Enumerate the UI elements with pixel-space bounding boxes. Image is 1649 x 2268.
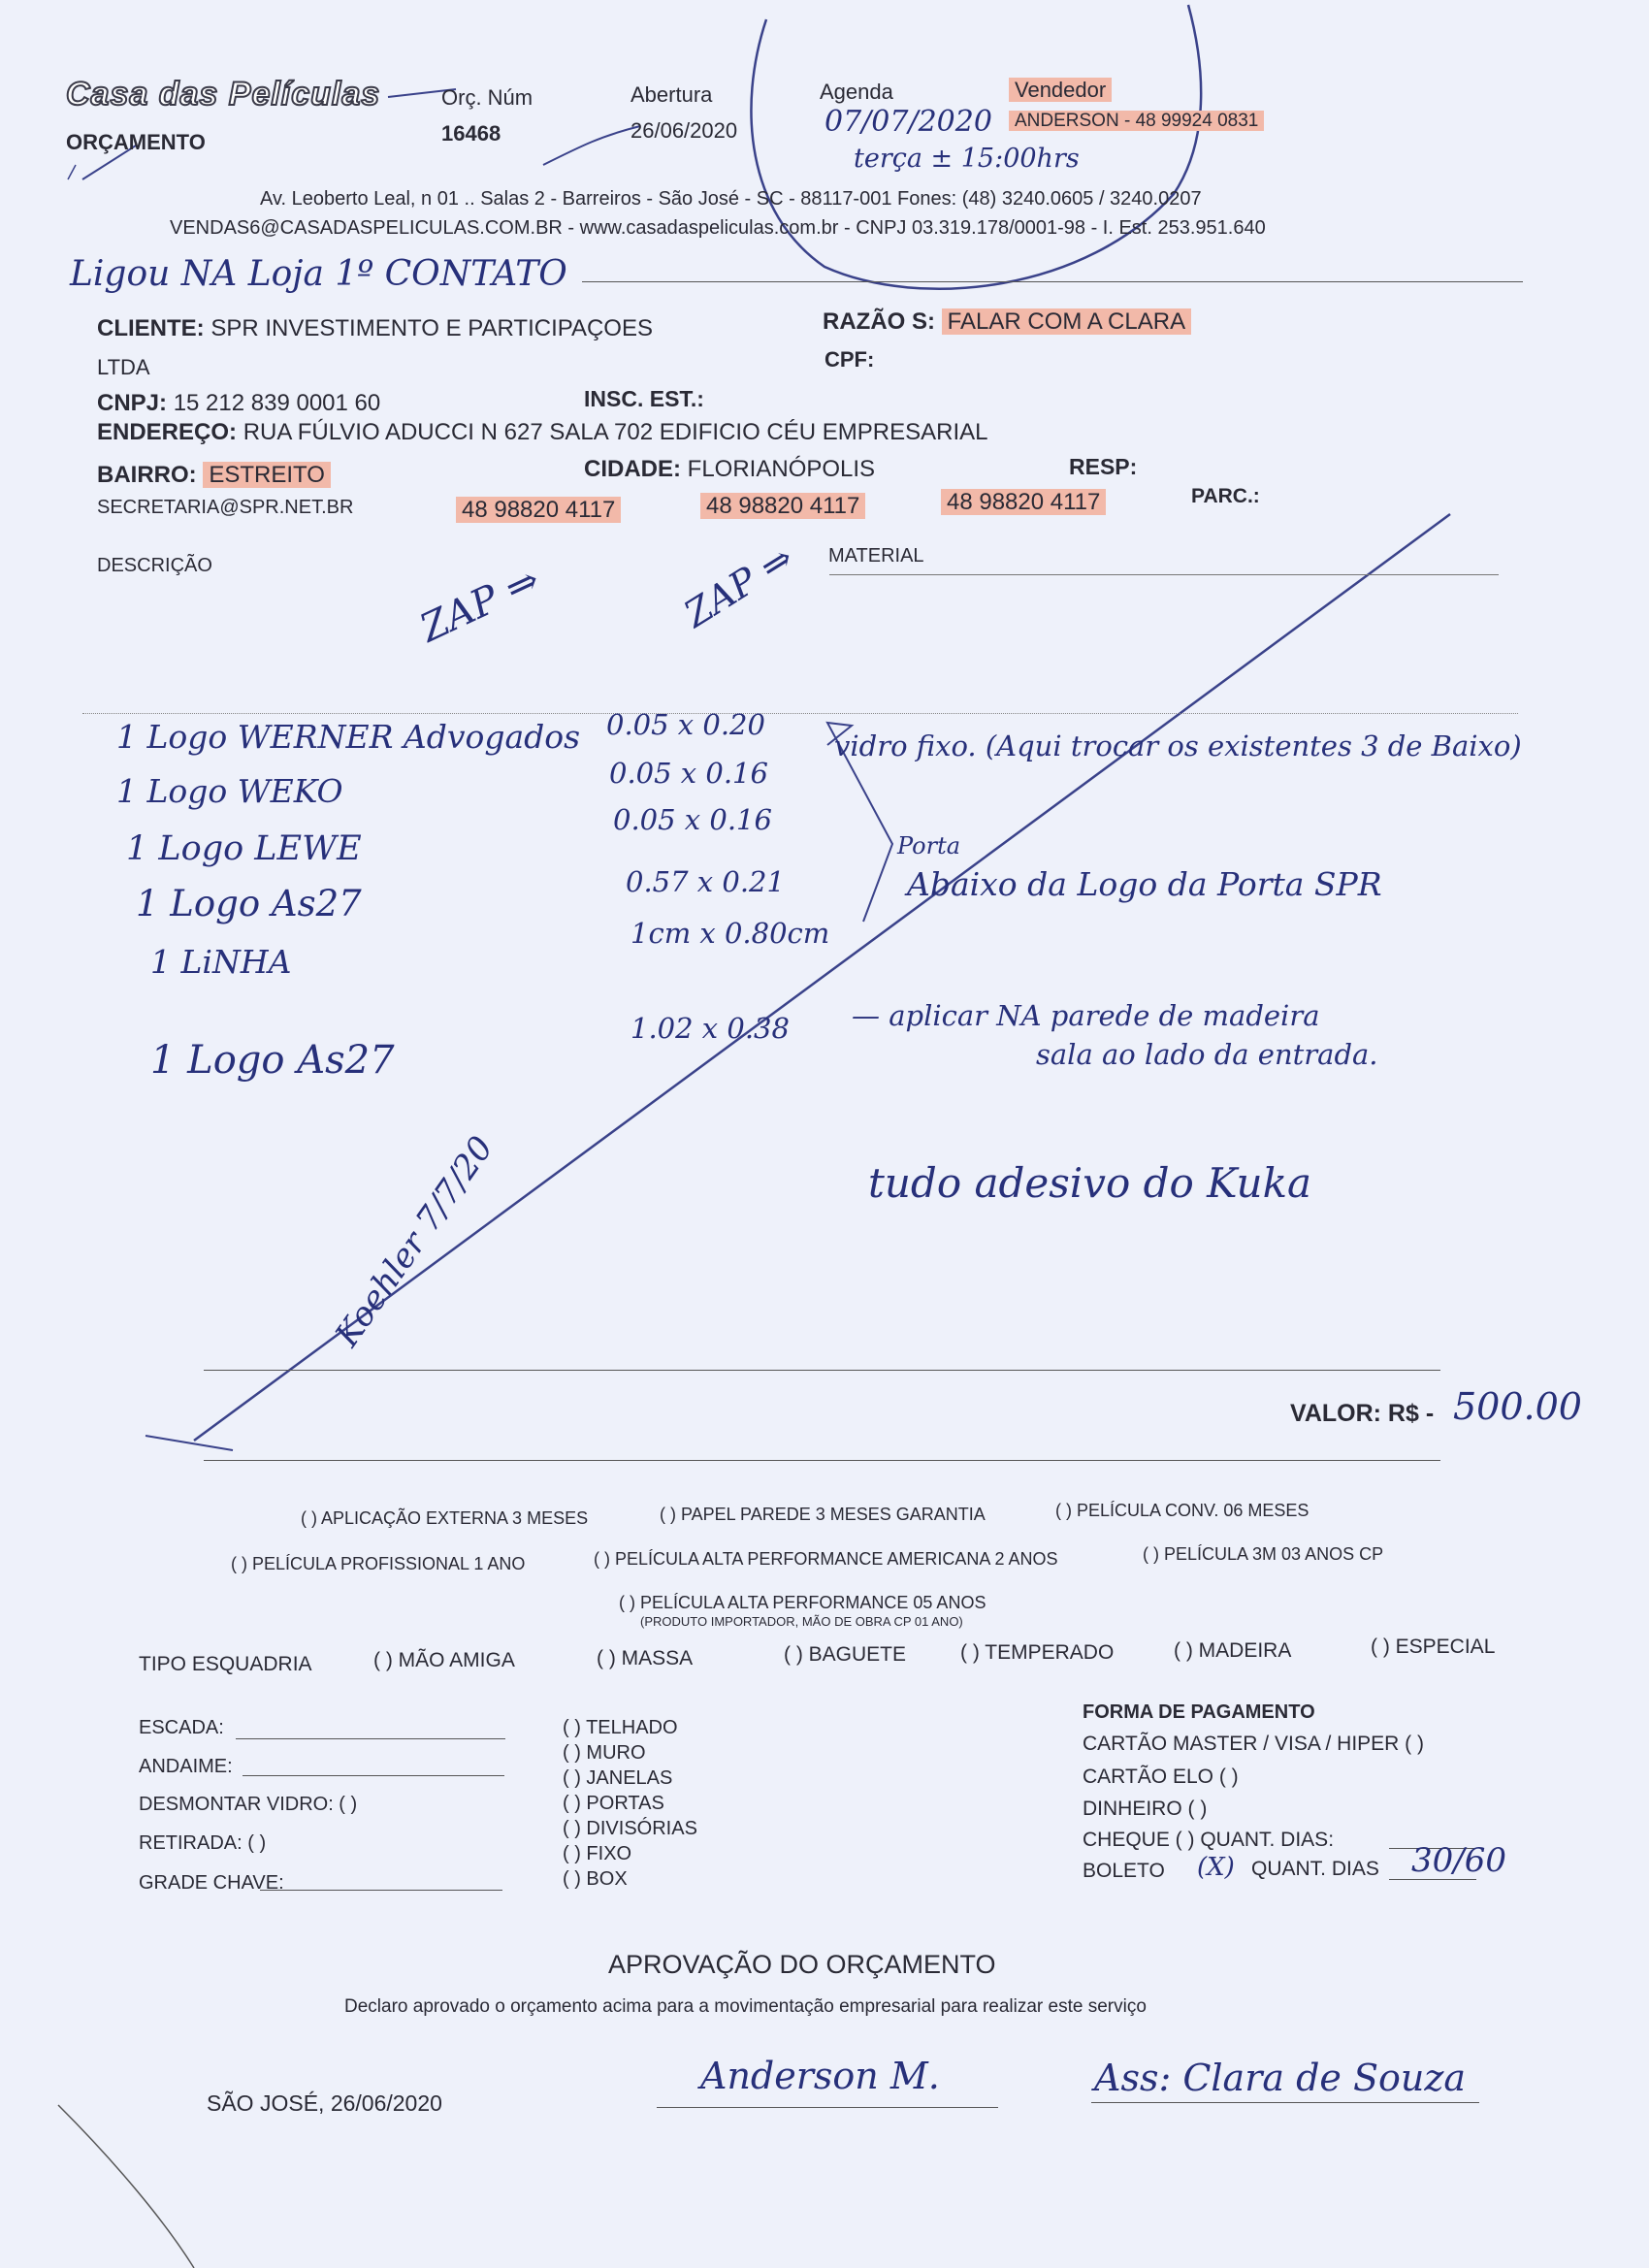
item-line-4: 1 Logo As27 <box>136 883 362 924</box>
option-aplicacao[interactable]: ( ) APLICAÇÃO EXTERNA 3 MESES <box>301 1508 589 1528</box>
company-logo: Casa das Películas <box>66 76 381 113</box>
item-line-5: 1 LiNHA <box>150 943 292 981</box>
contact-line: VENDAS6@CASADASPELICULAS.COM.BR - www.casadaspeliculas.com.br - CNPJ 03.319.178/0001-98 - I. Est. 253.951.640 <box>170 217 1266 239</box>
note-vidro: vidro fixo. (Aqui trocar os existentes 3 de Baixo) <box>834 729 1522 762</box>
endereco-label: ENDEREÇO: <box>97 419 238 445</box>
item-line-3: 1 Logo LEWE <box>126 829 362 868</box>
client-signature: Ass: Clara de Souza <box>1094 2057 1467 2099</box>
bairro-label: BAIRRO: <box>97 462 197 488</box>
cliente-value-2: LTDA <box>97 355 150 379</box>
vendedor-label: Vendedor <box>1009 78 1112 102</box>
pay-master[interactable]: CARTÃO MASTER / VISA / HIPER ( ) <box>1083 1733 1425 1755</box>
place-date: SÃO JOSÉ, 26/06/2020 <box>207 2090 442 2116</box>
check-divisorias[interactable]: ( ) DIVISÓRIAS <box>563 1818 697 1839</box>
corner-fold <box>58 2105 194 2268</box>
endereco-value: RUA FÚLVIO ADUCCI N 627 SALA 702 EDIFICIO CÉU EMPRESARIAL <box>242 419 988 445</box>
abertura-label: Abertura <box>630 82 713 107</box>
cidade-label: CIDADE: <box>584 456 681 482</box>
check-box[interactable]: ( ) BOX <box>563 1868 628 1890</box>
measure-1: 0.05 x 0.20 <box>606 708 765 741</box>
option-alta-perf-5[interactable]: ( ) PELÍCULA ALTA PERFORMANCE 05 ANOS <box>619 1593 986 1612</box>
zap-note-1: ZAP ⇒ <box>413 557 547 652</box>
valor-value: 500.00 <box>1453 1385 1582 1428</box>
approval-title: APROVAÇÃO DO ORÇAMENTO <box>608 1950 996 1979</box>
vendedor-value: ANDERSON - 48 99924 0831 <box>1009 111 1264 131</box>
item-line-6: 1 Logo As27 <box>150 1038 395 1083</box>
esquadria-madeira[interactable]: ( ) MADEIRA <box>1174 1639 1292 1662</box>
note-parede-1: — aplicar NA parede de madeira <box>852 999 1320 1032</box>
check-portas[interactable]: ( ) PORTAS <box>563 1793 664 1814</box>
orc-number: 16468 <box>441 121 501 146</box>
escada-label: ESCADA: <box>139 1717 224 1738</box>
parc-label: PARC.: <box>1191 485 1260 507</box>
retirada[interactable]: RETIRADA: ( ) <box>139 1832 267 1854</box>
diagonal-tick <box>146 1436 233 1450</box>
pay-dinheiro[interactable]: DINHEIRO ( ) <box>1083 1798 1208 1820</box>
measure-5: 1cm x 0.80cm <box>630 917 830 950</box>
cnpj-value: 15 212 839 0001 60 <box>173 390 381 416</box>
note-parede-2: sala ao lado da entrada. <box>1036 1038 1378 1071</box>
desmontar-vidro[interactable]: DESMONTAR VIDRO: ( ) <box>139 1794 358 1815</box>
pay-elo[interactable]: CARTÃO ELO ( ) <box>1083 1766 1239 1788</box>
note-porta-label: Porta <box>897 832 961 859</box>
payment-title: FORMA DE PAGAMENTO <box>1083 1701 1315 1723</box>
esquadria-massa[interactable]: ( ) MASSA <box>597 1647 694 1669</box>
measure-6: 1.02 x 0.38 <box>630 1012 790 1045</box>
check-muro[interactable]: ( ) MURO <box>563 1742 646 1764</box>
check-telhado[interactable]: ( ) TELHADO <box>563 1717 678 1738</box>
note-adesivo: tudo adesivo do Kuka <box>868 1159 1312 1207</box>
option-alta-perf-2[interactable]: ( ) PELÍCULA ALTA PERFORMANCE AMERICANA 2 ANOS <box>594 1549 1058 1569</box>
option-pelicula-conv[interactable]: ( ) PELÍCULA CONV. 06 MESES <box>1055 1501 1310 1520</box>
doc-type: ORÇAMENTO <box>66 130 206 154</box>
razao-label: RAZÃO S: <box>823 308 935 335</box>
option-papel-parede[interactable]: ( ) PAPEL PAREDE 3 MESES GARANTIA <box>660 1505 986 1524</box>
esquadria-especial[interactable]: ( ) ESPECIAL <box>1371 1636 1496 1658</box>
address-line: Av. Leoberto Leal, n 01 .. Salas 2 - Barreiros - São José - SC - 88117-001 Fones: (48) 3240.0605 / 3240.0207 <box>260 188 1202 210</box>
first-contact-note: Ligou NA Loja 1º CONTATO <box>70 254 567 294</box>
phone-2: 48 98820 4117 <box>700 493 865 519</box>
cliente-label: CLIENTE: <box>97 315 205 341</box>
descricao-label: DESCRIÇÃO <box>97 555 212 576</box>
material-label: MATERIAL <box>828 545 924 567</box>
valor-label: VALOR: R$ - <box>1290 1400 1435 1427</box>
bairro-value: ESTREITO <box>203 462 331 488</box>
note-porta-text: Abaixo da Logo da Porta SPR <box>907 865 1382 903</box>
item-line-2: 1 Logo WEKO <box>116 772 343 810</box>
zap-note-2: ZAP ⇒ <box>676 535 801 636</box>
razao-value: FALAR COM A CLARA <box>942 308 1191 335</box>
resp-label: RESP: <box>1069 454 1138 479</box>
agenda-label: Agenda <box>820 80 893 104</box>
option-pelicula-prof[interactable]: ( ) PELÍCULA PROFISSIONAL 1 ANO <box>231 1554 526 1573</box>
cidade-value: FLORIANÓPOLIS <box>687 456 876 482</box>
measure-2: 0.05 x 0.16 <box>609 757 768 790</box>
option-3m[interactable]: ( ) PELÍCULA 3M 03 ANOS CP <box>1143 1544 1384 1564</box>
cliente-value: SPR INVESTIMENTO E PARTICIPAÇOES <box>210 315 653 341</box>
cpf-label: CPF: <box>824 347 875 372</box>
insc-label: INSC. EST.: <box>584 386 704 411</box>
email-value: SECRETARIA@SPR.NET.BR <box>97 497 354 518</box>
phone-1: 48 98820 4117 <box>456 497 621 523</box>
andaime-label: ANDAIME: <box>139 1756 233 1777</box>
grade-chave-label: GRADE CHAVE: <box>139 1872 284 1894</box>
pay-boleto-dias-label: QUANT. DIAS <box>1251 1858 1379 1880</box>
option-alta-perf-5-sub: (PRODUTO IMPORTADOR, MÃO DE OBRA CP 01 ANO) <box>640 1614 963 1629</box>
boleto-check-mark[interactable]: (X) <box>1197 1853 1235 1882</box>
orc-label: Orç. Núm <box>441 85 534 110</box>
phone-3: 48 98820 4117 <box>941 489 1106 515</box>
check-janelas[interactable]: ( ) JANELAS <box>563 1767 673 1789</box>
measure-3: 0.05 x 0.16 <box>613 803 772 836</box>
esquadria-baguete[interactable]: ( ) BAGUETE <box>784 1643 907 1666</box>
pay-boleto[interactable]: BOLETO <box>1083 1860 1165 1882</box>
esquadria-label: TIPO ESQUADRIA <box>139 1653 312 1675</box>
pay-cheque[interactable]: CHEQUE ( ) QUANT. DIAS: <box>1083 1829 1335 1851</box>
pay-boleto-dias-value: 30/60 <box>1411 1841 1506 1880</box>
diagonal-signature: Koehler 7/7/20 <box>327 1129 501 1354</box>
cnpj-label: CNPJ: <box>97 390 168 416</box>
abertura-tick <box>543 126 640 165</box>
esquadria-mao-amiga[interactable]: ( ) MÃO AMIGA <box>373 1649 515 1671</box>
approval-text: Declaro aprovado o orçamento acima para a movimentação empresarial para realizar este serviço <box>344 1996 1147 2017</box>
check-fixo[interactable]: ( ) FIXO <box>563 1843 632 1864</box>
abertura-date: 26/06/2020 <box>630 118 738 143</box>
agenda-time-hand: terça ± 15:00hrs <box>854 144 1080 174</box>
item-line-1: 1 Logo WERNER Advogados <box>116 718 581 756</box>
agenda-date-hand: 07/07/2020 <box>824 105 992 139</box>
esquadria-temperado[interactable]: ( ) TEMPERADO <box>960 1641 1115 1664</box>
seller-signature: Anderson M. <box>700 2055 940 2097</box>
measure-4: 0.57 x 0.21 <box>626 865 785 898</box>
